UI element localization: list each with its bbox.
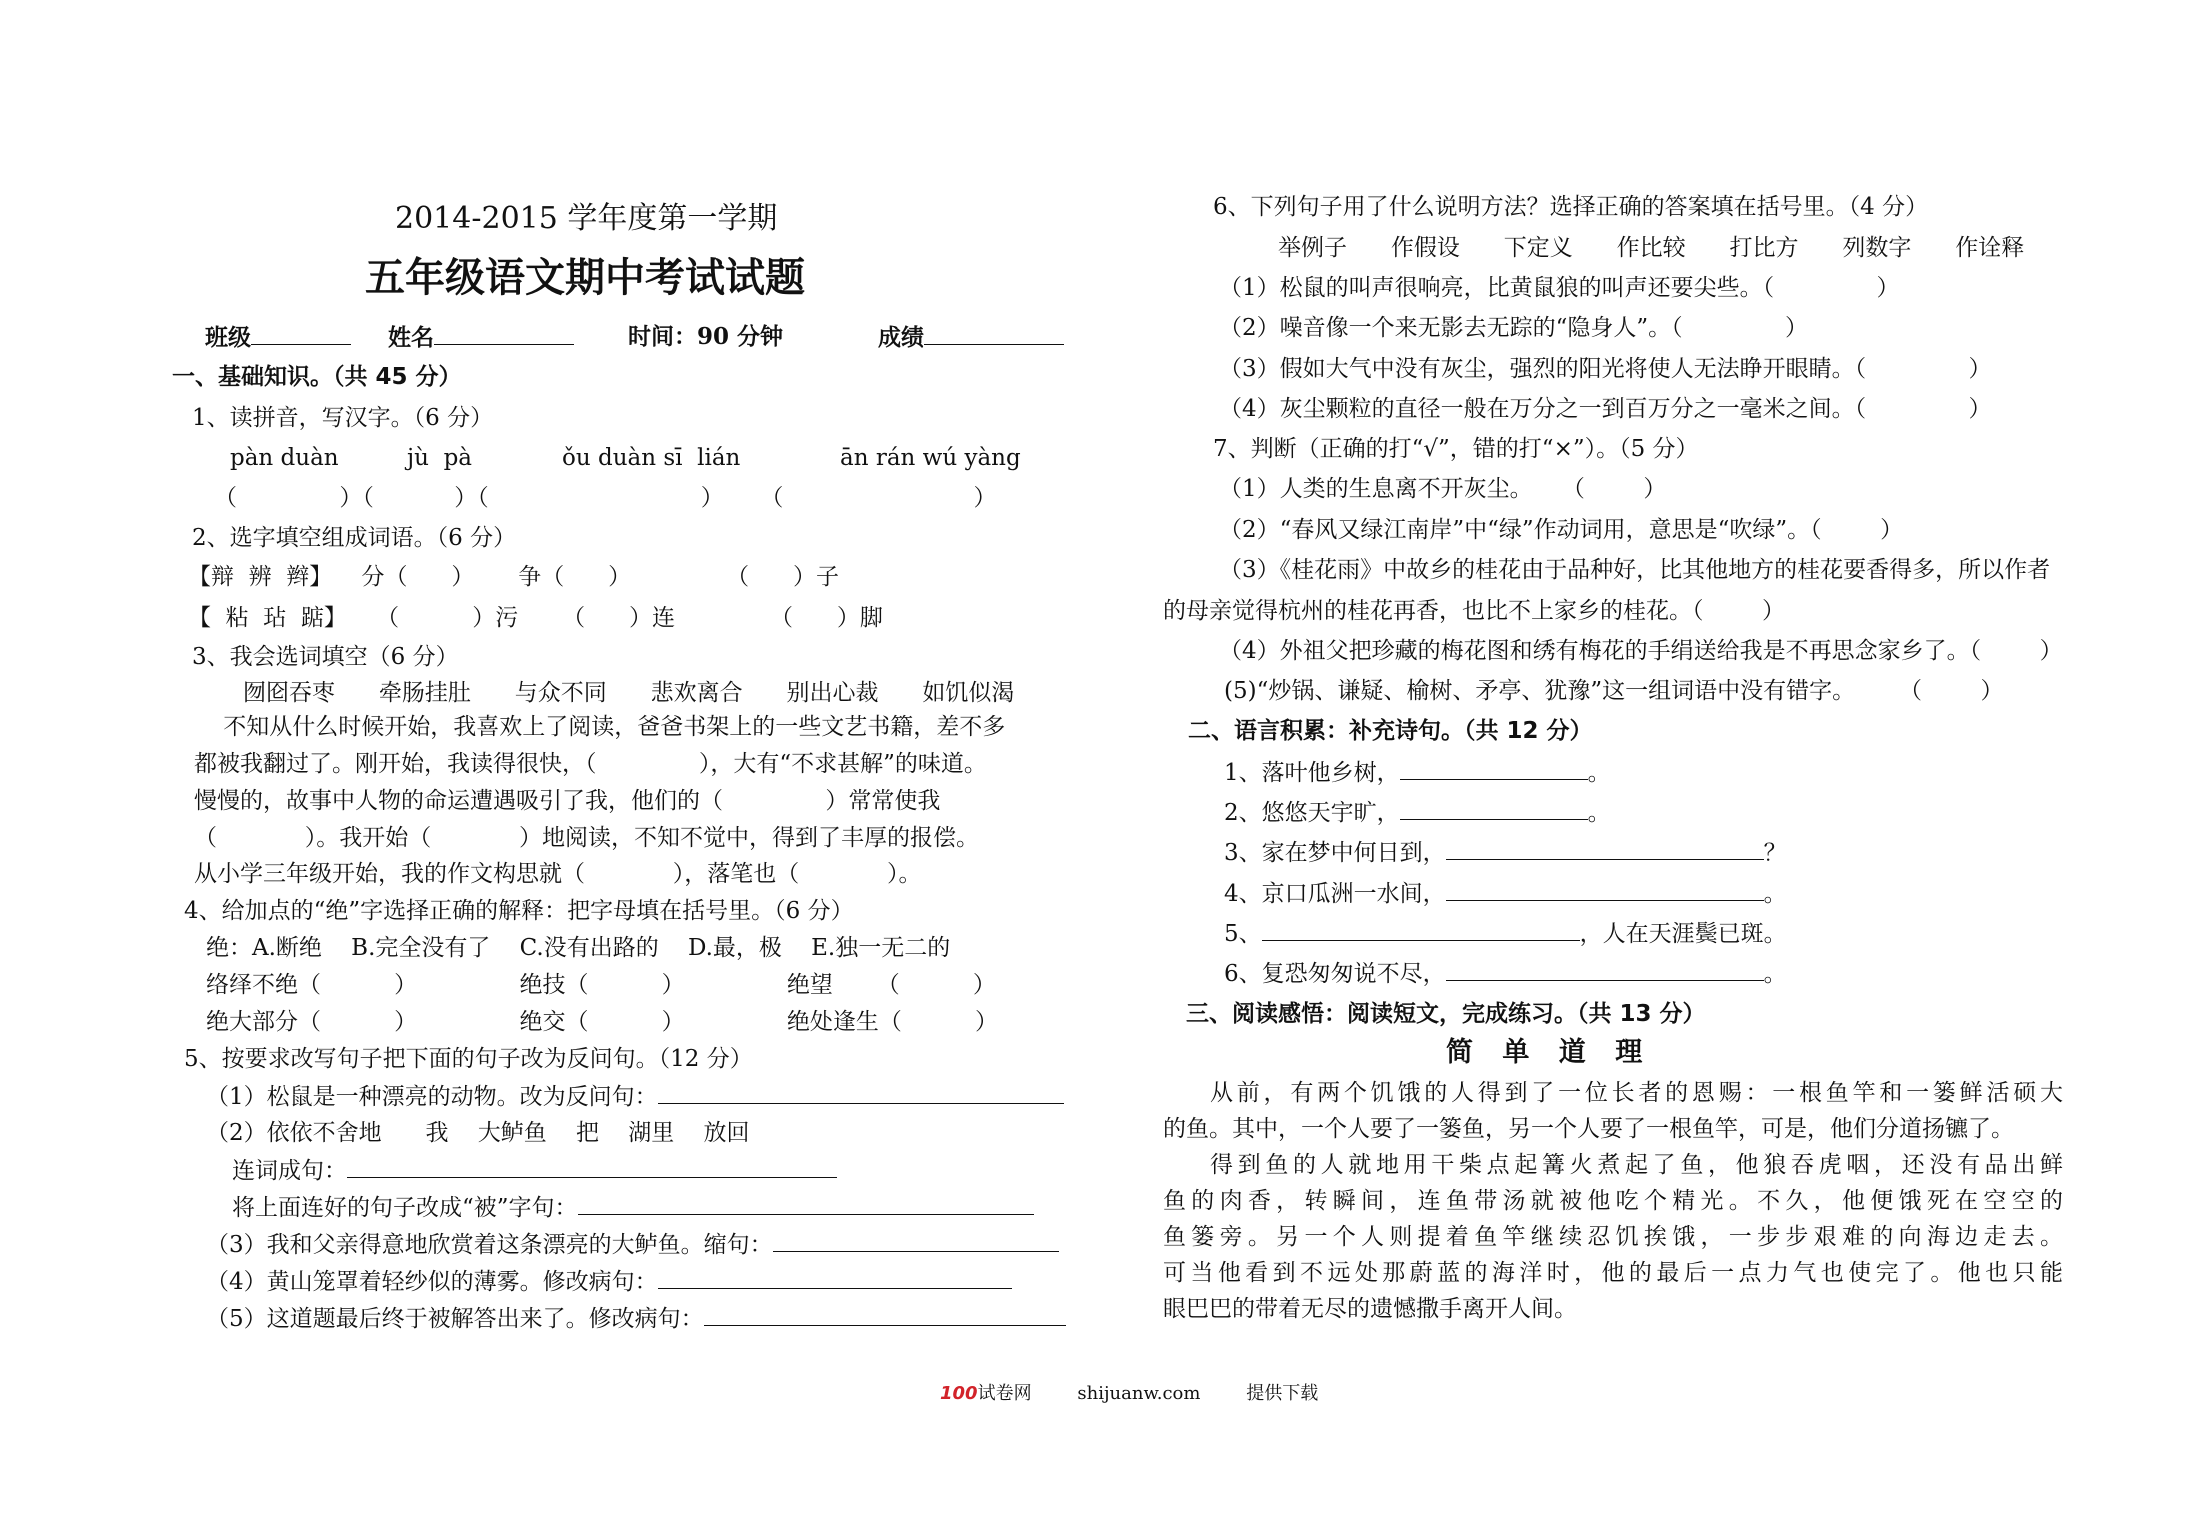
q5-item-2b-text: 将上面连好的句子改成“被”字句： [232, 1195, 578, 1221]
q4-prompt: 4、给加点的“绝”字选择正确的解释：把字母填在括号里。（6 分） [184, 898, 854, 924]
q4-row-1[interactable]: 络绎不绝（ ） 绝技（ ） 绝望 （ ） [206, 972, 996, 998]
footer-note: 提供下载 [1246, 1383, 1319, 1404]
story-line-4: 鱼的肉香，转瞬间，连鱼带汤就被他吃个精光。不久，他便饿死在空空的 [1163, 1188, 2063, 1214]
story-line-1: 从前，有两个饥饿的人得到了一位长者的恩赐：一根鱼竿和一篓鲜活硕大 [1210, 1080, 2063, 1106]
info-class-label: 班级 [205, 324, 251, 351]
q1-answer-brackets[interactable]: （ ）（ ）（ ） （ ） [214, 485, 997, 511]
q2-row-2[interactable]: 【 粘 玷 踮】 （ ）污 （ ）连 （ ）脚 [188, 605, 883, 631]
poem-line-3-blank[interactable] [1446, 837, 1764, 860]
q7-prompt: 7、判断（正确的打“√”，错的打“×”）。（5 分） [1213, 436, 1699, 462]
footer-site-url[interactable]: shijuanw.com [1077, 1383, 1201, 1404]
poem-line-1-end: 。 [1587, 760, 1611, 786]
q7-item-2[interactable]: （2）“春风又绿江南岸”中“绿”作动词用，意思是“吹绿”。（ ） [1219, 517, 1904, 543]
info-name [388, 322, 574, 353]
q3-passage-line-1: 不知从什么时候开始，我喜欢上了阅读，爸爸书架上的一些文艺书籍，差不多 [194, 714, 1006, 740]
q6-item-2[interactable]: （2）噪音像一个来无影去无踪的“隐身人”。（ ） [1219, 315, 1809, 341]
exam-title: 五年级语文期中考试试题 [365, 255, 805, 301]
q5-item-2b [232, 1192, 1034, 1223]
info-name-label: 姓名 [388, 324, 434, 351]
poem-line-3-text: 3、家在梦中何日到， [1224, 840, 1446, 866]
q5-prompt: 5、按要求改写句子把下面的句子改为反问句。（12 分） [184, 1046, 753, 1072]
q3-prompt: 3、我会选词填空（6 分） [192, 644, 459, 670]
story-line-6: 可当他看到不远处那蔚蓝的海洋时，他的最后一点力气也使完了。他也只能 [1163, 1260, 2063, 1286]
q5-item-2a-blank[interactable] [347, 1155, 837, 1178]
q6-item-4[interactable]: （4）灰尘颗粒的直径一般在万分之一到百万分之一毫米之间。（ ） [1219, 396, 1992, 422]
score-blank[interactable] [924, 322, 1064, 345]
poem-line-5-blank[interactable] [1262, 918, 1580, 941]
q7-item-3-line-1: （3）《桂花雨》中故乡的桂花由于品种好，比其他地方的桂花要香得多，所以作者 [1219, 557, 2051, 583]
q5-item-2a-text: 连词成句： [232, 1158, 347, 1184]
q2-row-1[interactable]: 【辩 辨 辫】 分（ ） 争（ ） （ ）子 [188, 564, 839, 590]
q3-passage-line-5[interactable]: 从小学三年级开始，我的作文构思就（ ），落笔也（ ）。 [194, 861, 922, 887]
q5-item-1-blank[interactable] [658, 1081, 1064, 1104]
poem-line-4-end: 。 [1763, 881, 1787, 907]
section-1-heading: 一、基础知识。（共 45 分） [172, 364, 462, 390]
q5-item-4 [206, 1266, 1012, 1297]
q7-item-4[interactable]: （4）外祖父把珍藏的梅花图和绣有梅花的手绢送给我是不再思念家乡了。（ ） [1219, 638, 2063, 664]
q5-item-2b-blank[interactable] [578, 1192, 1034, 1215]
poem-line-5-prefix: 5、 [1224, 921, 1262, 947]
poem-line-6-blank[interactable] [1446, 958, 1764, 981]
q7-item-1[interactable]: （1）人类的生息离不开灰尘。 （ ） [1219, 476, 1667, 502]
poem-line-2-blank[interactable] [1400, 797, 1588, 820]
info-class [205, 322, 351, 353]
story-line-5: 鱼篓旁。另一个人则提着鱼竿继续忍饥挨饿，一步步艰难的向海边走去。 [1163, 1224, 2063, 1250]
q1-prompt: 1、读拼音，写汉字。（6 分） [192, 405, 494, 431]
poem-line-2-end: 。 [1587, 800, 1611, 826]
q4-options: 绝：A.断绝 B.完全没有了 C.没有出路的 D.最，极 E.独一无二的 [206, 935, 951, 961]
q5-item-5 [206, 1303, 1066, 1334]
poem-line-4 [1224, 878, 1787, 909]
q5-item-2a [232, 1155, 837, 1186]
poem-line-1-text: 1、落叶他乡树， [1224, 760, 1400, 786]
q5-item-5-text: （5）这道题最后终于被解答出来了。修改病句： [206, 1306, 704, 1332]
poem-line-2 [1224, 797, 1611, 828]
q5-item-5-blank[interactable] [704, 1303, 1066, 1326]
footer [940, 1382, 1318, 1406]
poem-line-5-text: ，人在天涯鬓已斑。 [1579, 921, 1787, 947]
poem-line-6-end: 。 [1763, 961, 1787, 987]
q5-item-3-text: （3）我和父亲得意地欣赏着这条漂亮的大鲈鱼。缩句： [206, 1232, 773, 1258]
poem-line-3-end: ？ [1763, 840, 1787, 866]
q3-word-bank: 囫囵吞枣 牵肠挂肚 与众不同 悲欢离合 别出心裁 如饥似渴 [243, 680, 1015, 706]
poem-line-1 [1224, 757, 1611, 788]
poem-line-6-text: 6、复恐匆匆说不尽， [1224, 961, 1446, 987]
q6-item-3[interactable]: （3）假如大气中没有灰尘，强烈的阳光将使人无法睁开眼睛。（ ） [1219, 356, 1992, 382]
poem-line-4-blank[interactable] [1446, 878, 1764, 901]
q3-passage-line-4[interactable]: （ ）。我开始（ ）地阅读，不知不觉中，得到了丰厚的报偿。 [194, 825, 979, 851]
q5-item-3-blank[interactable] [773, 1229, 1059, 1252]
poem-line-5 [1224, 918, 1787, 949]
info-time: 时间：90 分钟 [628, 323, 784, 350]
q2-prompt: 2、选字填空组成词语。（6 分） [192, 525, 517, 551]
q5-item-4-text: （4）黄山笼罩着轻纱似的薄雾。修改病句： [206, 1269, 658, 1295]
story-line-7: 眼巴巴的带着无尽的遗憾撒手离开人间。 [1163, 1296, 1577, 1322]
q6-prompt: 6、下列句子用了什么说明方法？选择正确的答案填在括号里。（4 分） [1213, 194, 1929, 220]
info-score [878, 322, 1064, 353]
info-score-label: 成绩 [878, 324, 924, 351]
q7-item-3-line-2[interactable]: 的母亲觉得杭州的桂花再香，也比不上家乡的桂花。（ ） [1163, 598, 1785, 624]
q1-pinyin-1: pàn duàn [230, 445, 339, 471]
q1-pinyin-3: ǒu duàn sī lián [562, 445, 741, 471]
poem-line-2-text: 2、悠悠天宇旷， [1224, 800, 1400, 826]
q6-item-1[interactable]: （1）松鼠的叫声很响亮，比黄鼠狼的叫声还要尖些。（ ） [1219, 275, 1900, 301]
story-line-3: 得到鱼的人就地用干柴点起篝火煮起了鱼，他狼吞虎咽，还没有品出鲜 [1210, 1152, 2063, 1178]
footer-site-cn: 试卷网 [977, 1383, 1032, 1404]
story-title: 简 单 道 理 [1446, 1037, 1653, 1068]
poem-line-4-text: 4、京口瓜洲一水间， [1224, 881, 1446, 907]
q5-item-4-blank[interactable] [658, 1266, 1012, 1289]
q3-passage-line-3[interactable]: 慢慢的，故事中人物的命运遭遇吸引了我，他们的（ ）常常使我 [194, 788, 941, 814]
q3-passage-line-2[interactable]: 都被我翻过了。刚开始，我读得很快，（ ），大有“不求甚解”的味道。 [194, 751, 987, 777]
q5-item-3 [206, 1229, 1059, 1260]
poem-line-6 [1224, 958, 1787, 989]
q5-item-1-text: （1）松鼠是一种漂亮的动物。改为反问句： [206, 1084, 658, 1110]
q1-pinyin-2: jù pà [407, 445, 473, 471]
poem-line-1-blank[interactable] [1400, 757, 1588, 780]
story-line-2: 的鱼。其中，一个人要了一篓鱼，另一个人要了一根鱼竿，可是，他们分道扬镳了。 [1163, 1116, 2014, 1142]
section-2-heading: 二、语言积累：补充诗句。（共 12 分） [1188, 718, 1593, 744]
site-logo-icon: 100 [940, 1383, 978, 1404]
exam-term: 2014-2015 学年度第一学期 [395, 201, 778, 236]
q6-word-bank: 举例子 作假设 下定义 作比较 打比方 列数字 作诠释 [1278, 235, 2025, 261]
q1-pinyin-4: ān rán wú yàng [840, 445, 1021, 471]
section-3-heading: 三、阅读感悟：阅读短文，完成练习。（共 13 分） [1186, 1001, 1706, 1027]
q7-item-5[interactable]: (5)“炒锅、谦疑、榆树、矛亭、犹豫”这一组词语中没有错字。 （ ） [1224, 678, 2004, 704]
poem-line-3 [1224, 837, 1787, 868]
class-blank[interactable] [251, 322, 351, 345]
q5-item-1 [206, 1081, 1064, 1112]
name-blank[interactable] [434, 322, 574, 345]
q4-row-2[interactable]: 绝大部分（ ） 绝交（ ） 绝处逢生（ ） [206, 1009, 999, 1035]
q5-item-2: （2）依依不舍地 我 大鲈鱼 把 湖里 放回 [206, 1120, 750, 1146]
